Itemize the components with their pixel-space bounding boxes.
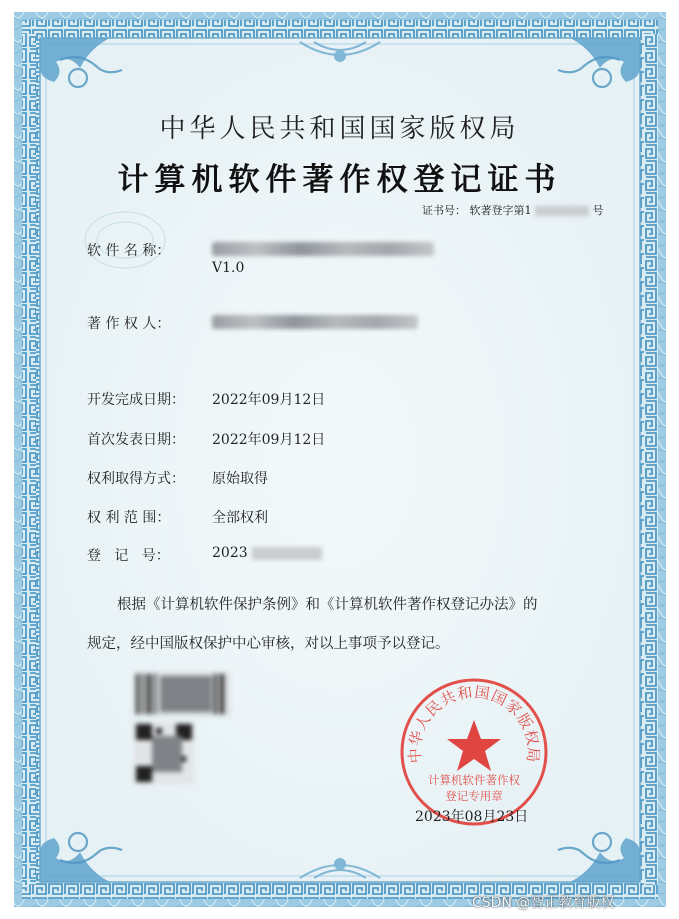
completion-date: 2022年09月12日	[212, 392, 326, 408]
redacted-software-name	[212, 242, 434, 256]
software-version: V1.0	[212, 260, 245, 276]
redacted-copyright-owner	[212, 315, 418, 329]
redacted-cert-no	[535, 206, 589, 216]
redacted-barcode	[134, 672, 230, 716]
acquisition-method: 原始取得	[212, 471, 268, 487]
cert-no-suffix: 号	[592, 204, 604, 217]
seal-line-2: 登记专用章	[445, 789, 503, 803]
registration-number	[212, 545, 322, 561]
certificate-title: 计算机软件著作权登记证书	[117, 162, 562, 198]
body-text-line-1: 根据《计算机软件保护条例》和《计算机软件著作权登记办法》的	[117, 597, 538, 613]
label-registration-number: 登 记 号：	[87, 548, 170, 564]
label-acquisition-method: 权利取得方式：	[87, 471, 185, 487]
issue-date: 2023年08月23日	[415, 809, 529, 825]
label-software-name: 软 件 名 称：	[87, 243, 171, 259]
seal-arc-text: 中华人民共和国国家版权局	[405, 682, 543, 764]
label-rights-scope: 权 利 范 围：	[87, 510, 171, 526]
seal-line-1: 计算机软件著作权	[428, 773, 520, 787]
seal-star-icon	[447, 720, 501, 771]
redacted-registration-number	[252, 547, 322, 560]
certificate-number	[422, 202, 604, 218]
registration-number-prefix: 2023	[212, 545, 248, 561]
label-completion-date: 开发完成日期：	[87, 392, 185, 408]
redacted-qr-code	[134, 722, 194, 784]
label-copyright-owner: 著 作 权 人：	[87, 316, 171, 332]
label-publication-date: 首次发表日期：	[87, 432, 185, 448]
body-text-line-2: 规定，经中国版权保护中心审核，对以上事项予以登记。	[87, 636, 450, 652]
cert-no-value: 软著登字第1	[469, 204, 532, 217]
watermark: CSDN @智正教育版权	[472, 895, 615, 911]
publication-date: 2022年09月12日	[212, 432, 326, 448]
rights-scope: 全部权利	[212, 510, 268, 526]
cert-no-label: 证书号：	[422, 204, 466, 217]
issuing-authority: 中华人民共和国国家版权局	[159, 114, 520, 144]
